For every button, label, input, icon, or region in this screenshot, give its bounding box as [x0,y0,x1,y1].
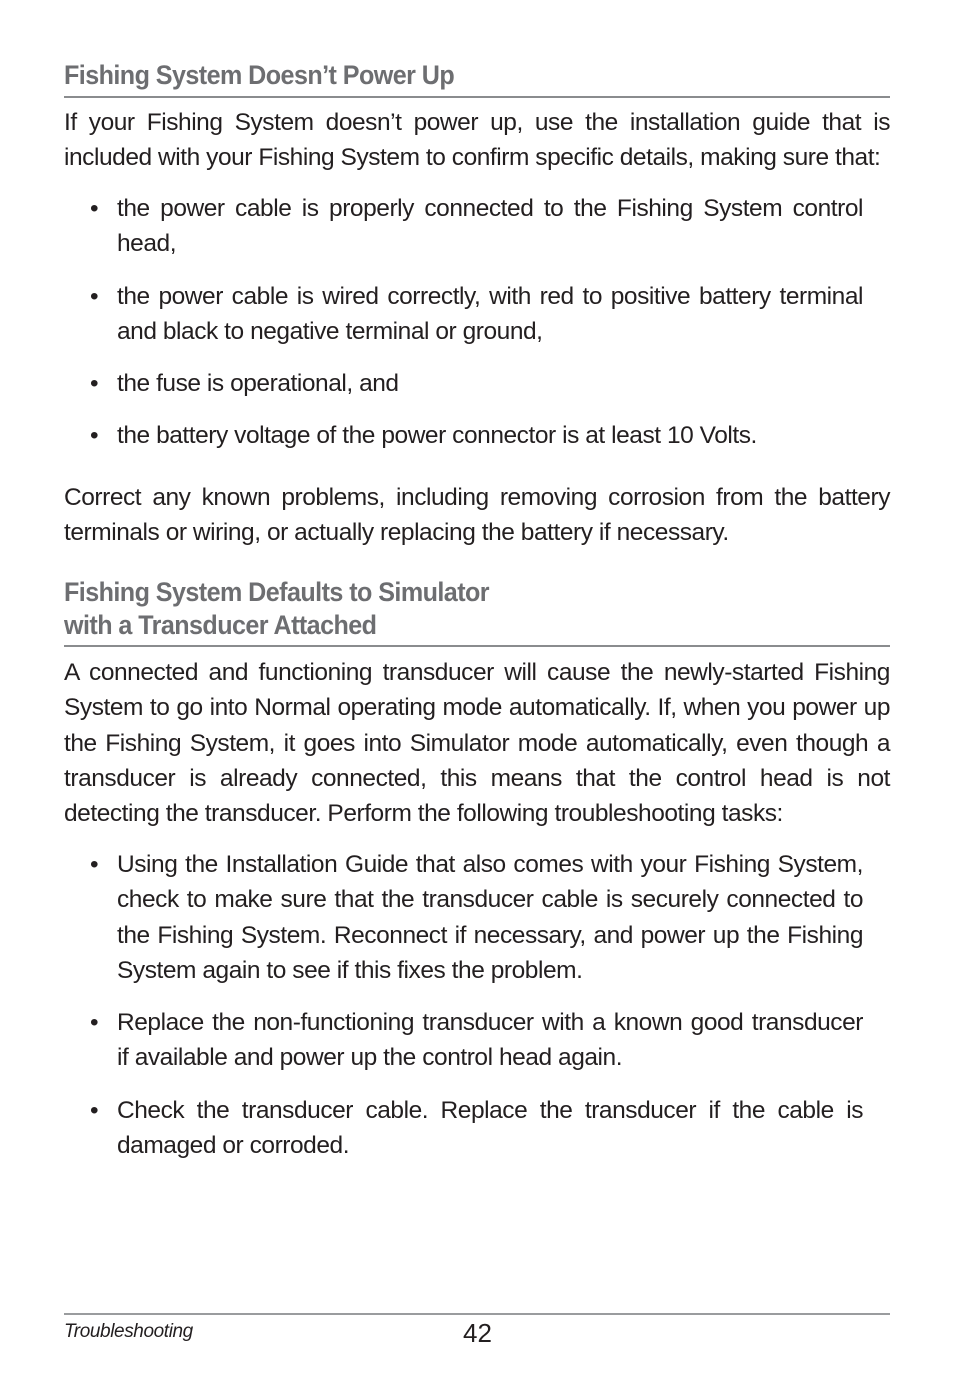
section-closing: Correct any known problems, including removing corrosion from the battery terminals or wiring, or actually replacing the battery if necessary. [64,484,890,547]
section-heading: Fishing System Defaults to Simulator [64,577,489,607]
list-item [64,279,863,350]
bullet-icon: • [90,195,99,222]
page-number: 42 [463,1318,492,1348]
list-item [64,418,863,453]
bullet-icon: • [90,851,99,878]
bullet-icon: • [90,1009,99,1037]
bullet-icon: • [90,422,99,450]
bullet-list [64,847,890,1163]
list-item [64,366,863,401]
bullet-icon: • [90,282,99,310]
section-heading: Fishing System Doesn’t Power Up [64,60,455,90]
list-item-text: the battery voltage of the power connector is at least 10 Volts. [117,422,757,450]
list-item [64,1093,863,1164]
list-item-text: Replace the non-functioning transducer with a known good transducer if available and power up the control head again. [117,1009,863,1072]
footer-rule [64,1313,890,1315]
list-item-text: Using the Installation Guide that also comes with your Fishing System, check to make sure that the transducer cable is securely connected to the Fishing System. Reconnect if necessary, and power up the Fishing System again to see if this fixes the problem. [117,851,863,984]
footer-section-name: Troubleshooting [64,1321,193,1342]
list-item-text: the power cable is wired correctly, with red to positive battery terminal and black to negative terminal or ground, [117,282,863,345]
list-item-text: the power cable is properly connected to the Fishing System control head, [117,195,863,258]
list-item-text: the fuse is operational, and [117,370,399,398]
section-intro: A connected and functioning transducer will cause the newly-started Fishing System to go into Normal operating mode automatically. If, when you power up the Fishing System, it goes into Simulator mode automatically, even though a transducer is already connected, this means that the control head is not detecting the transducer. Perform the following troubleshooting tasks: [64,659,890,828]
bullet-list [64,191,890,454]
list-item [64,191,863,262]
list-item [64,847,863,988]
section-heading-line2: with a Transducer Attached [64,610,377,640]
list-item [64,1005,863,1076]
bullet-icon: • [90,370,99,398]
heading-rule [64,645,890,647]
bullet-icon: • [90,1096,99,1124]
list-item-text: Check the transducer cable. Replace the transducer if the cable is damaged or corroded. [117,1096,863,1160]
section-intro: If your Fishing System doesn’t power up, use the installation guide that is included with your Fishing System to confirm specific details, making sure that: [64,109,890,172]
heading-rule [64,96,890,98]
